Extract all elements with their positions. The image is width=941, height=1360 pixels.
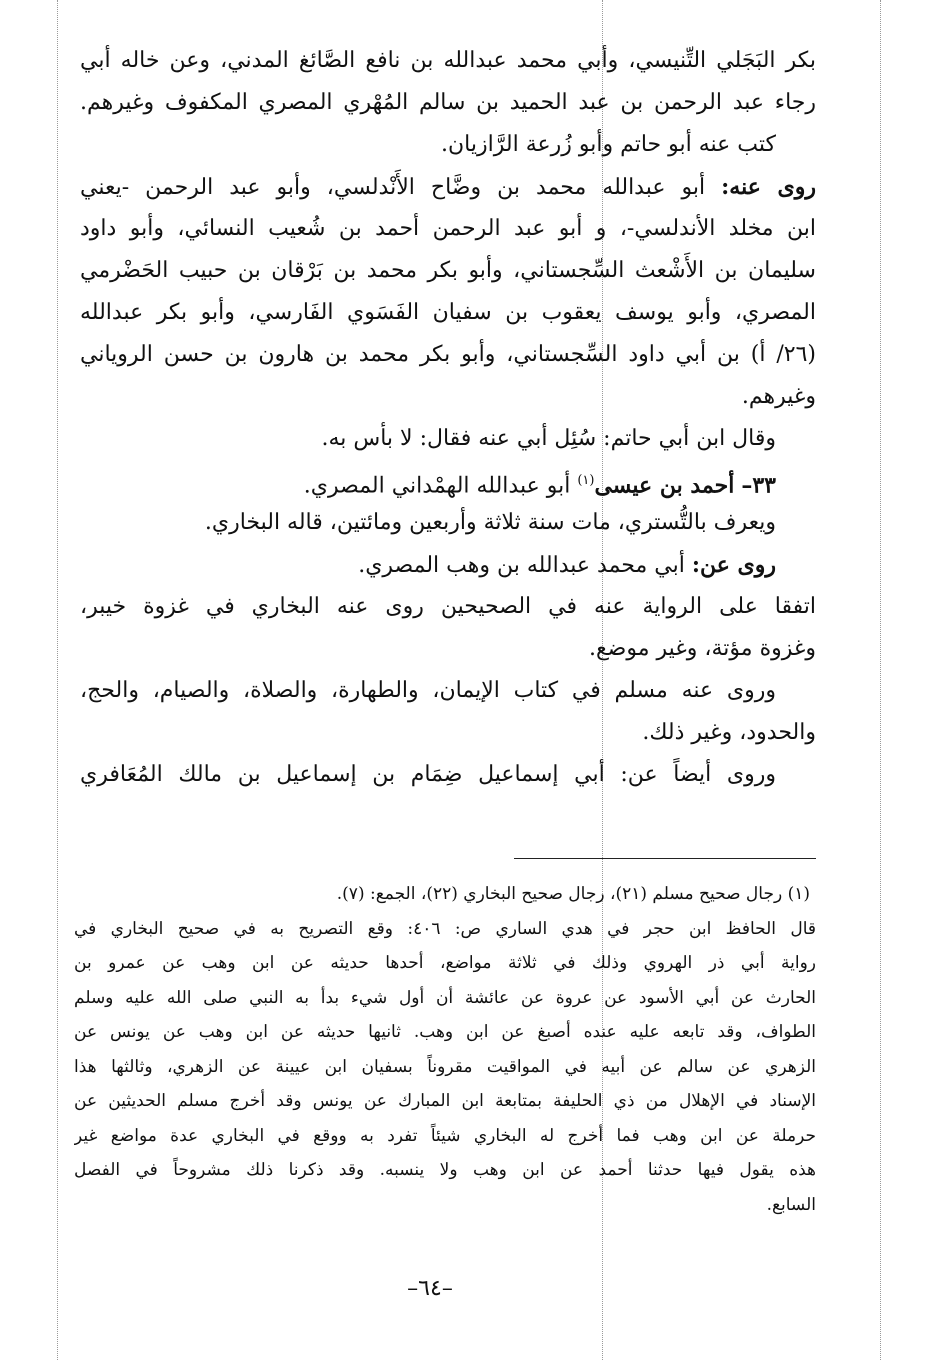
text-line: اتفقا على الرواية عنه في الصحيحين روى عنه البخاري في غزوة خيبر، <box>80 594 816 619</box>
text-line: المصري، وأبو يوسف يعقوب بن سفيان الفَسَوي الفَارسي، وأبو بكر عبدالله <box>80 300 816 325</box>
text-line: وروى عنه مسلم في كتاب الإيمان، والطهارة، والصلاة، والصيام، والحج، <box>80 678 776 703</box>
text-line: وقال ابن أبي حاتم: سُئِل أبي عنه فقال: لا بأس به. <box>321 426 776 451</box>
footnote-line: قال الحافظ ابن حجر في هدي الساري ص: ٤٠٦: وقع التصريح به في صحيح البخاري في <box>74 918 816 939</box>
riwaya-label: روى عنه: <box>721 174 816 200</box>
entry-heading <box>80 460 816 502</box>
footnote-line: هذه يقول فيها حدثنا أحمد عن ابن وهب ولا ينسبه. وقد ذكرنا ذلك مشروحاً في الفصل <box>74 1160 816 1180</box>
text-line: وغيرهم. <box>741 384 816 409</box>
scan-guide-line <box>880 0 881 1360</box>
text-line: بكر البَجَلي التِّنيسي، وأبي محمد عبدالله بن نافع الصَّائغ المدني، وعن خاله أبي <box>80 48 816 73</box>
footnote-line: الإسناد في الإهلال من ذي الحليفة بمتابعة ابن المبارك عن يونس وقد أخرج مسلم الحديثين عن <box>74 1091 816 1111</box>
text-line: وغزوة مؤتة، وغير موضع. <box>588 636 816 661</box>
text-line <box>80 166 816 208</box>
text-segment: أبو عبدالله محمد بن وضَّاح الأَنْدلسي، وأبو عبد الرحمن -يعني <box>80 175 706 200</box>
footnote-line: الحارث عن أبي الأسود عن عروة عن عائشة أن أول شيء بدأ به النبي صلى الله عليه وسلم <box>74 987 816 1008</box>
footnotes <box>74 877 816 1222</box>
text-segment: أبي إسماعيل ضِمَام بن إسماعيل بن مالك المُعَافري <box>80 762 605 787</box>
main-text <box>80 40 816 796</box>
text-segment: أبو عبدالله الهمْداني المصري. <box>303 473 578 499</box>
entry-name: أحمد بن عيسى <box>594 472 735 499</box>
text-line: ابن مخلد الأندلسي-، و أبو عبد الرحمن أحمد بن شُعيب النسائي، وأبو داود <box>80 216 816 241</box>
entry-number: ٣٣– <box>741 472 776 499</box>
riwaya-an-label: روى عن: <box>691 552 776 578</box>
text-line: والحدود، وغير ذلك. <box>642 720 816 745</box>
scan-guide-line <box>57 0 58 1360</box>
footnote-line: حرملة عن ابن وهب فما أخرج له البخاري شيئاً تفرد به ووقع في البخاري عدة مواضع غير <box>74 1125 816 1146</box>
page-number: –٦٤– <box>407 1276 453 1301</box>
text-line <box>80 754 816 796</box>
text-line <box>80 544 816 586</box>
footnote-marker: (١) <box>577 473 595 488</box>
text-segment: أبي محمد عبدالله بن وهب المصري. <box>358 553 685 578</box>
also-prefix: وروى أيضاً عن: <box>620 762 776 787</box>
text-line: رجاء عبد الرحمن بن عبد الحميد بن سالم المُهْري المصري المكفوف وغيرهم. <box>80 90 816 115</box>
text-line: ويعرف بالتُّستري، مات سنة ثلاثة وأربعين ومائتين، قاله البخاري. <box>204 510 776 535</box>
footnote-line: الزهري عن سالم عن أبيه في المواقيت مقروناً بسفيان ابن عيينة عن الزهري، وثالثها هذا <box>74 1056 816 1077</box>
text-line: كتب عنه أبو حاتم وأبو زُرعة الرَّازيان. <box>441 132 776 157</box>
text-line: (٢٦/ أ) بن أبي داود السِّجستاني، وأبو بكر محمد بن هارون بن حسن الروياني <box>80 342 816 367</box>
text-line: سليمان بن الأَشْعث السِّجستاني، وأبو بكر محمد بن بَرْقان بن حبيب الحَضْرمي <box>80 258 816 283</box>
footnote-line: (١) رجال صحيح مسلم (٢١)، رجال صحيح البخاري (٢٢)، الجمع: (٧). <box>336 884 810 904</box>
footnote-line: رواية أبي ذر الهروي وذلك في ثلاثة مواضع، أحدها حديثه عن ابن وهب عن عمرو بن <box>74 953 816 973</box>
footnote-line: الطواف، وقد تابعه عليه عنده أصبغ عن ابن وهب. ثانيها حديثه عن ابن وهب عن يونس عن <box>74 1022 816 1042</box>
footnote-line: السابع. <box>766 1194 816 1215</box>
footnote-separator <box>514 858 816 859</box>
